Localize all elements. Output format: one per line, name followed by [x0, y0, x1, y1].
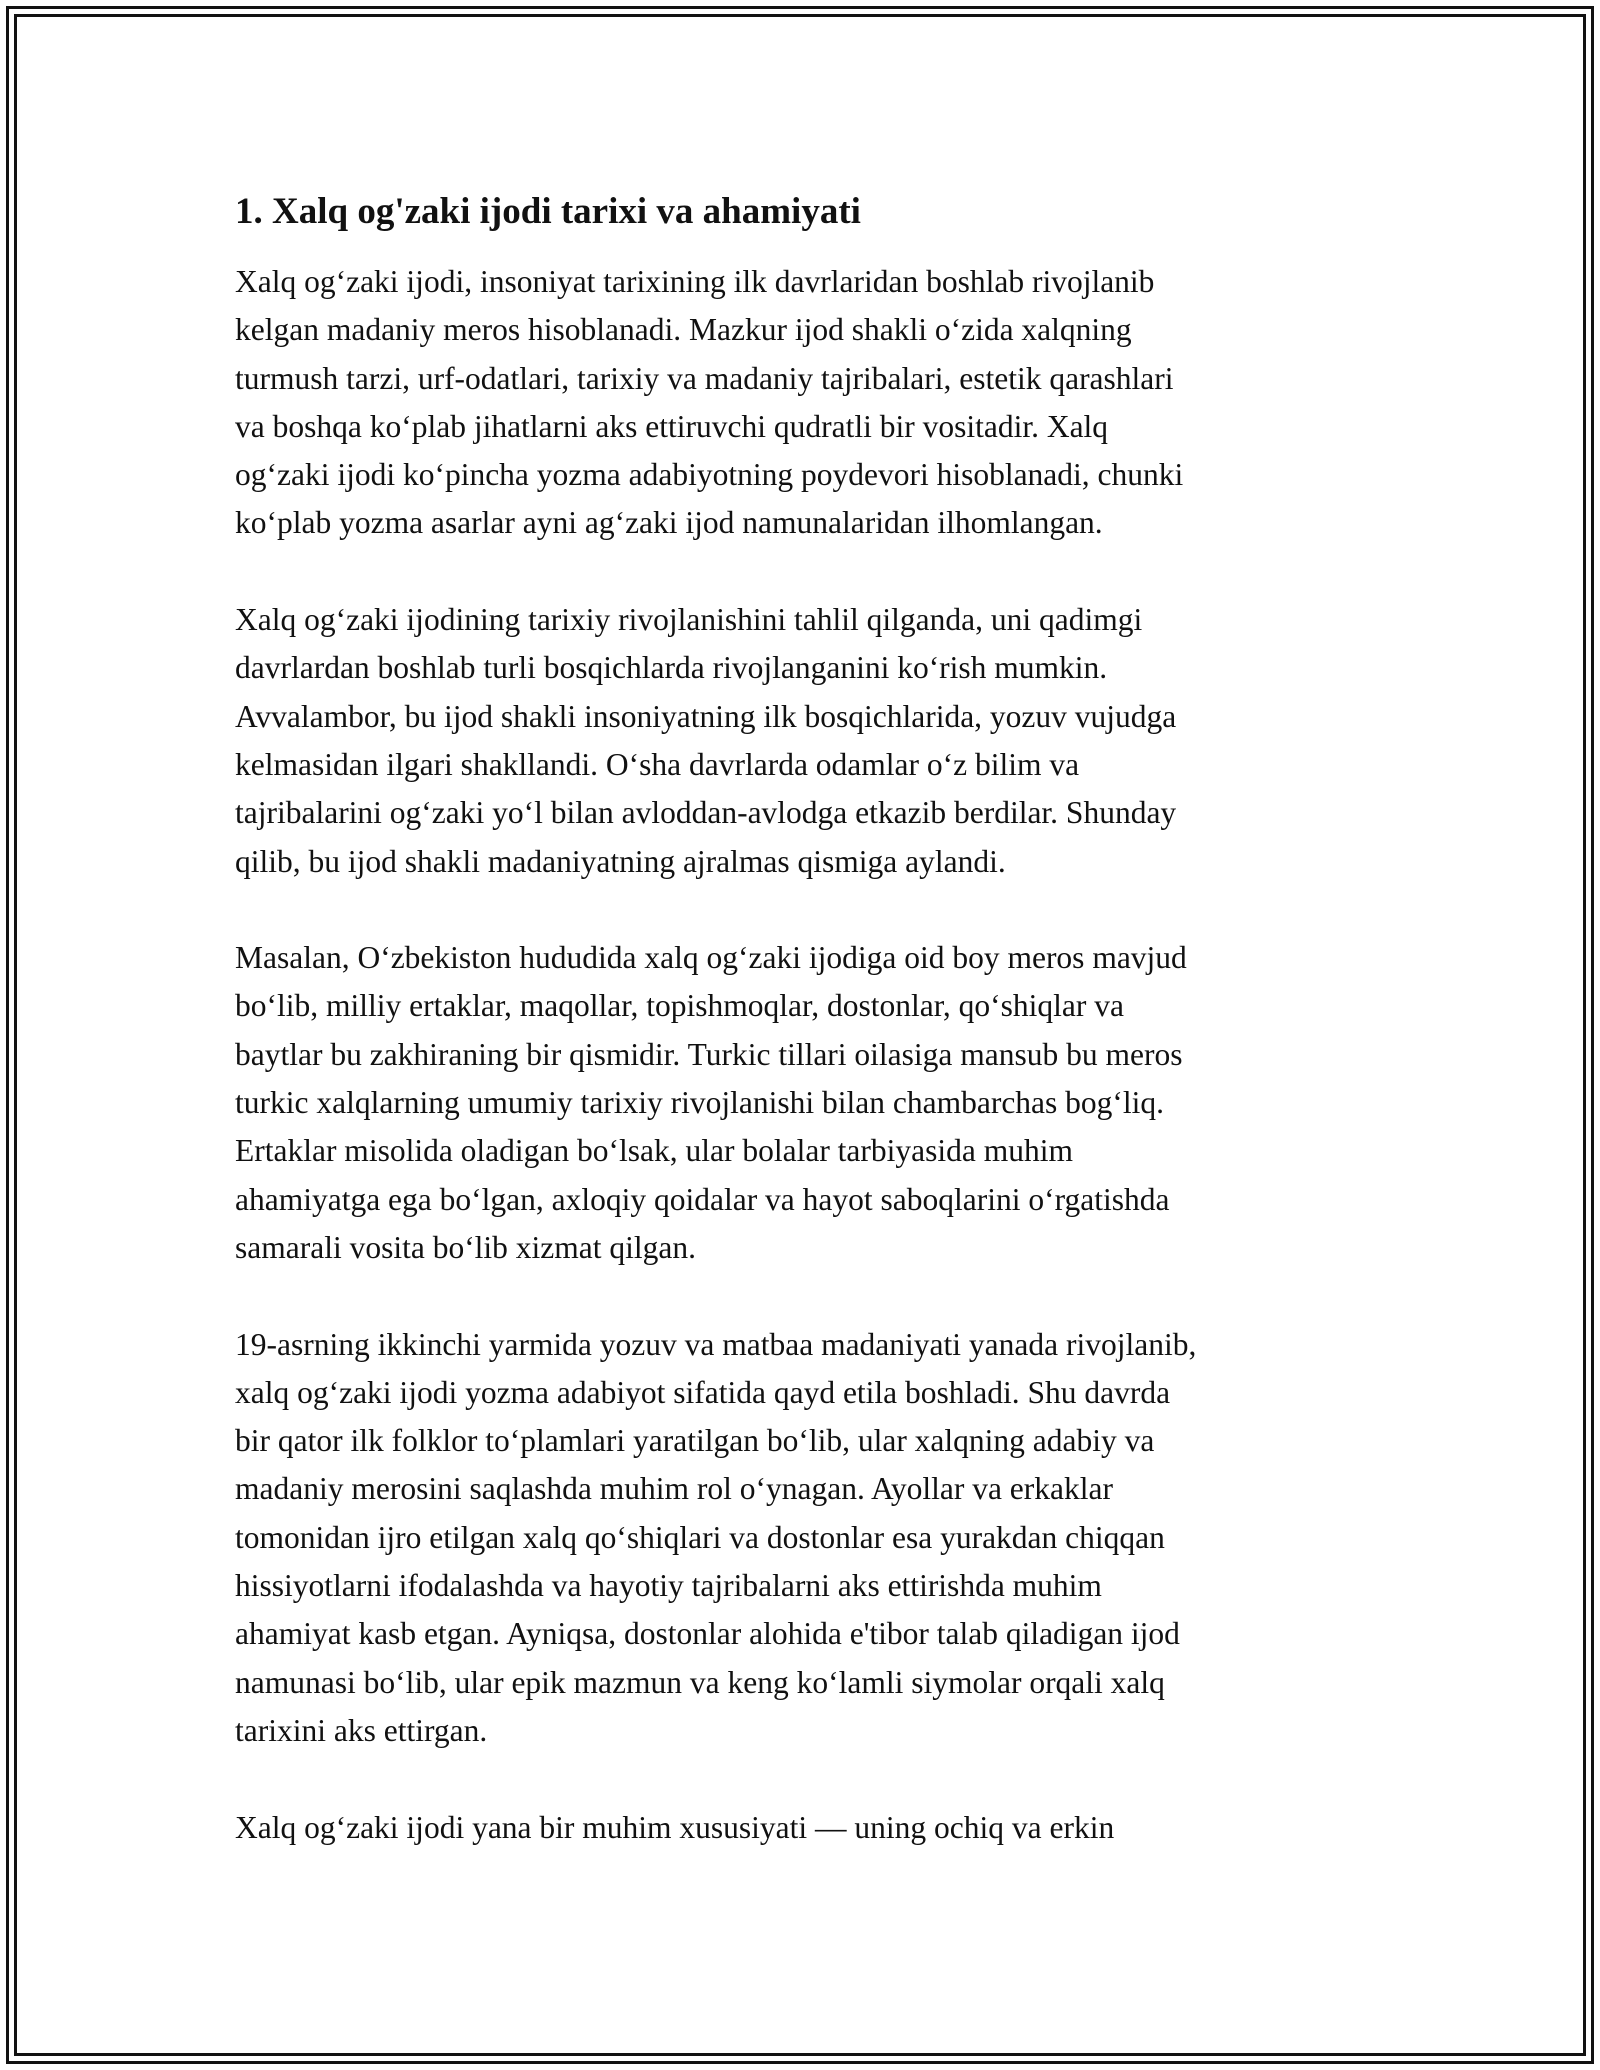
text-line: tajribalarini og‘zaki yo‘l bilan avloddan-avlodga etkazib berdilar. Shunday [235, 795, 1177, 831]
text-line: tomonidan ijro etilgan xalq qo‘shiqlari va dostonlar esa yurakdan chiqqan [235, 1519, 1165, 1555]
text-line: qilib, bu ijod shakli madaniyatning ajralmas qismiga aylandi. [235, 843, 1006, 879]
text-line: xalq og‘zaki ijodi yozma adabiyot sifatida qayd etila boshladi. Shu davrda [235, 1374, 1171, 1410]
paragraph-3 [235, 934, 1365, 1272]
text-line: Ertaklar misolida oladigan bo‘lsak, ular bolalar tarbiyasida muhim [235, 1133, 1074, 1169]
paragraph-4 [235, 1321, 1365, 1756]
text-line: madaniy merosini saqlashda muhim rol o‘ynagan. Ayollar va erkaklar [235, 1471, 1113, 1507]
text-line: ahamiyatga ega bo‘lgan, axloqiy qoidalar va hayot saboqlarini o‘rgatishda [235, 1181, 1170, 1217]
text-line: og‘zaki ijodi ko‘pincha yozma adabiyotning poydevori hisoblanadi, chunki [235, 457, 1184, 493]
text-line: davrlardan boshlab turli bosqichlarda rivojlanganini ko‘rish mumkin. [235, 650, 1108, 686]
paragraph-1 [235, 258, 1365, 548]
text-line: ahamiyat kasb etgan. Ayniqsa, dostonlar alohida e'tibor talab qiladigan ijod [235, 1616, 1180, 1652]
text-line: kelgan madaniy meros hisoblanadi. Mazkur ijod shakli o‘zida xalqning [235, 312, 1132, 348]
text-line: 19-asrning ikkinchi yarmida yozuv va matbaa madaniyati yanada rivojlanib, [235, 1326, 1197, 1362]
paragraph-5 [235, 1804, 1365, 1852]
text-line: turmush tarzi, urf-odatlari, tarixiy va madaniy tajribalari, estetik qarashlari [235, 360, 1174, 396]
document-body [235, 186, 1365, 1900]
paragraph-2 [235, 596, 1365, 886]
text-line: Avvalambor, bu ijod shakli insoniyatning ilk bosqichlarida, yozuv vujudga [235, 698, 1177, 734]
section-heading: 1. Xalq og'zaki ijodi tarixi va ahamiyati [235, 191, 861, 232]
text-line: namunasi bo‘lib, ular epik mazmun va keng ko‘lamli siymolar orqali xalq [235, 1664, 1165, 1700]
text-line: bo‘lib, milliy ertaklar, maqollar, topishmoqlar, dostonlar, qo‘shiqlar va [235, 988, 1125, 1024]
text-line: baytlar bu zakhiraning bir qismidir. Turkic tillari oilasiga mansub bu meros [235, 1036, 1183, 1072]
text-line: turkic xalqlarning umumiy tarixiy rivojlanishi bilan chambarchas bog‘liq. [235, 1085, 1165, 1121]
text-line: Xalq og‘zaki ijodi yana bir muhim xususiyati — uning ochiq va erkin [235, 1809, 1115, 1845]
text-line: bir qator ilk folklor to‘plamlari yaratilgan bo‘lib, ular xalqning adabiy va [235, 1423, 1155, 1459]
text-line: kelmasidan ilgari shakllandi. O‘sha davrlarda odamlar o‘z bilim va [235, 746, 1080, 782]
text-line: hissiyotlarni ifodalashda va hayotiy tajribalarni aks ettirishda muhim [235, 1568, 1102, 1604]
text-line: va boshqa ko‘plab jihatlarni aks ettiruvchi qudratli bir vositadir. Xalq [235, 408, 1109, 444]
text-line: Xalq og‘zaki ijodi, insoniyat tarixining ilk davrlaridan boshlab rivojlanib [235, 264, 1155, 299]
text-line: samarali vosita bo‘lib xizmat qilgan. [235, 1229, 697, 1265]
text-line: tarixini aks ettirgan. [235, 1712, 488, 1748]
text-line: Xalq og‘zaki ijodining tarixiy rivojlanishini tahlil qilganda, uni qadimgi [235, 602, 1143, 638]
text-line: Masalan, O‘zbekiston hududida xalq og‘zaki ijodiga oid boy meros mavjud [235, 940, 1187, 976]
text-line: ko‘plab yozma asarlar ayni ag‘zaki ijod namunalaridan ilhomlangan. [235, 505, 1103, 541]
